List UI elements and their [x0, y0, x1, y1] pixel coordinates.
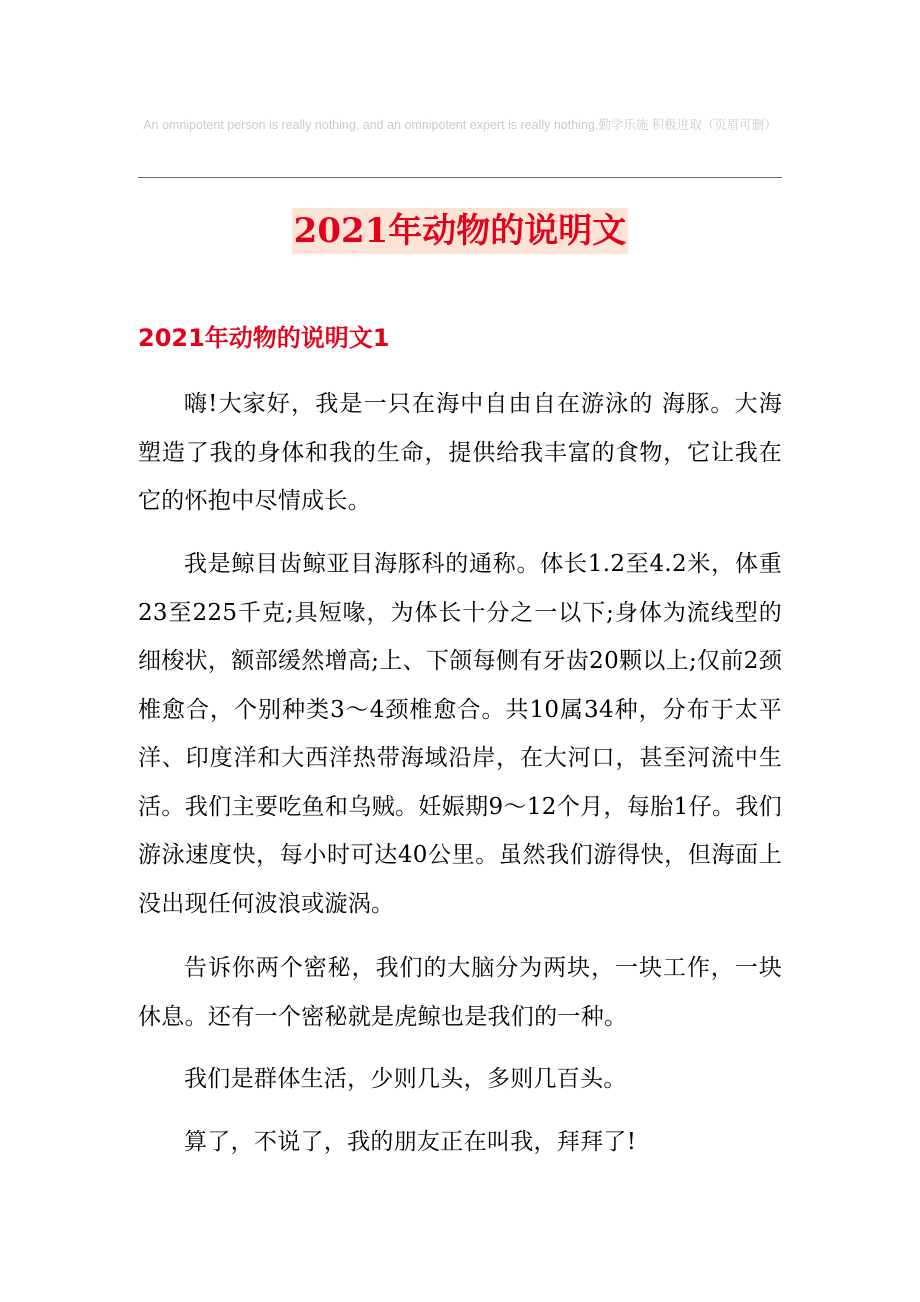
page-header: [138, 112, 782, 138]
document-title: 2021年动物的说明文: [292, 208, 629, 254]
header-divider: [138, 177, 782, 178]
header-text: An omnipotent person is really nothing, and an omnipotent expert is really nothing.勤学乐施 积极进取（页眉可删）: [143, 118, 777, 132]
paragraph-facts: 我是鲸目齿鲸亚目海豚科的通称。体长1.2至4.2米，体重23至225千克;具短喙，为体长十分之一以下;身体为流线型的细梭状，额部缓然增高;上、下颌每侧有牙齿20颗以上;仅前2颈椎愈合，个别种类3～4颈椎愈合。共10属34种，分布于太平洋、印度洋和大西洋热带海域沿岸，在大河口，甚至河流中生活。我们主要吃鱼和乌贼。妊娠期9～12个月，每胎1仔。我们游泳速度快，每小时可达40公里。虽然我们游得快，但海面上没出现任何波浪或漩涡。: [138, 551, 782, 917]
paragraph-secrets: 告诉你两个密秘，我们的大脑分为两块，一块工作，一块休息。还有一个密秘就是虎鲸也是我们的一种。: [138, 955, 782, 1030]
paragraph-farewell: 算了，不说了，我的朋友正在叫我，拜拜了!: [184, 1129, 637, 1155]
section-heading: 2021年动物的说明文1: [138, 324, 390, 352]
title-container: [0, 208, 920, 254]
paragraph-group-life: 我们是群体生活，少则几头，多则几百头。: [184, 1066, 627, 1092]
paragraph-intro: 嗨!大家好，我是一只在海中自由自在游泳的 海豚。大海塑造了我的身体和我的生命，提供给我丰富的食物，它让我在它的怀抱中尽情成长。: [138, 391, 782, 514]
